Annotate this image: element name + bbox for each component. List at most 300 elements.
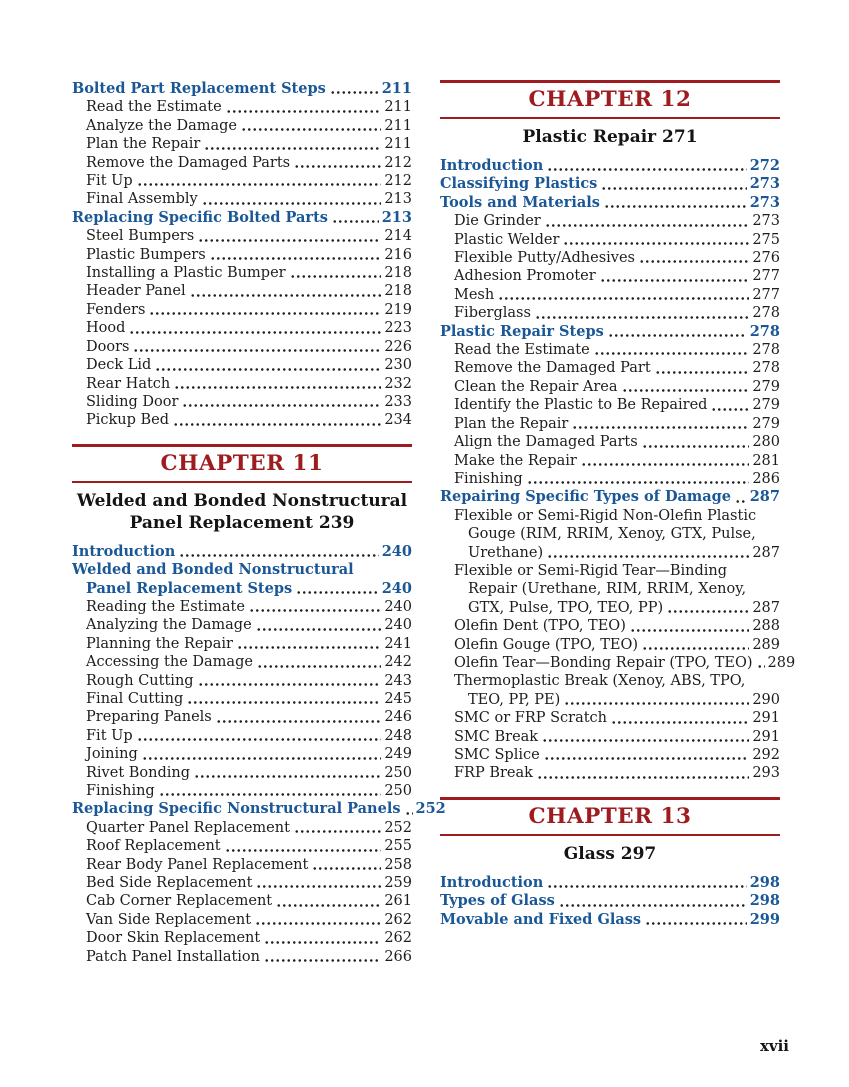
toc-entry-page: 278 (752, 360, 780, 377)
leader-dots (257, 653, 381, 671)
toc-entry-page: 232 (384, 375, 412, 392)
toc-entry-label: Preparing Panels (86, 709, 212, 726)
toc-entry-label: Classifying Plastics (440, 175, 598, 193)
toc-section-entry (440, 874, 780, 892)
toc-entry-page: 250 (384, 764, 412, 781)
toc-entry-page: 243 (384, 672, 412, 689)
toc-sub-entry (72, 319, 412, 337)
toc-sub-entry (72, 635, 412, 653)
toc-sub-entry (72, 135, 412, 153)
leader-dots (645, 911, 747, 929)
toc-sub-entry (440, 359, 780, 377)
toc-entry-label: Plan the Repair (454, 415, 569, 432)
toc-entry-label: Rough Cutting (86, 672, 194, 689)
leader-dots (129, 319, 381, 337)
toc-entry-label: Olefin Tear—Bonding Repair (TPO, TEO) (454, 654, 753, 671)
toc-entry-label: Flexible Putty/Adhesives (454, 250, 635, 267)
toc-entry-page: 291 (752, 728, 780, 745)
toc-entry-label: Deck Lid (86, 357, 152, 374)
toc-entry-page: 278 (752, 305, 780, 322)
leader-dots (256, 616, 382, 634)
toc-entry-page: 240 (384, 598, 412, 615)
toc-sub-entry (72, 375, 412, 393)
toc-entry-label: Final Cutting (86, 690, 184, 707)
leader-dots (159, 782, 382, 800)
toc-entry-page: 298 (749, 892, 780, 910)
toc-entry-label: Rear Hatch (86, 375, 171, 392)
toc-entry-page: 278 (749, 322, 780, 340)
chapter-title-line: Plastic Repair 271 (522, 127, 698, 147)
toc-entry-page: 213 (384, 191, 412, 208)
toc-sub-entry (440, 617, 780, 635)
toc-sub-entry (440, 507, 780, 525)
toc-entry-label: Adhesion Promoter (454, 268, 596, 285)
leader-dots (608, 323, 747, 341)
toc-entry-page: 261 (384, 893, 412, 910)
toc-entry-page: 277 (752, 286, 780, 303)
toc-entry-page: 250 (384, 783, 412, 799)
toc-entry-page: 216 (384, 246, 412, 263)
toc-sub-entry (72, 782, 412, 800)
leader-dots (611, 709, 749, 727)
toc-entry-page: 252 (415, 800, 446, 818)
toc-entry-label: Introduction (72, 542, 176, 560)
toc-entry-page: 298 (749, 873, 780, 891)
toc-entry-label: Repair (Urethane, RIM, RRIM, Xenoy, (468, 581, 747, 598)
toc-entry-label: Steel Bumpers (86, 228, 195, 245)
leader-dots (294, 154, 381, 172)
toc-entry-page: 293 (752, 765, 780, 782)
leader-dots (225, 837, 382, 855)
toc-entry-label: Olefin Dent (TPO, TEO) (454, 618, 626, 635)
toc-entry-label: Introduction (440, 157, 544, 174)
toc-sub-entry (440, 341, 780, 359)
leader-dots (642, 433, 750, 451)
toc-section-entry (72, 543, 412, 561)
chapter-title (440, 126, 780, 148)
leader-dots (545, 212, 750, 230)
toc-sub-entry (72, 282, 412, 300)
leader-dots (294, 819, 381, 837)
toc-entry-page: 262 (384, 911, 412, 928)
toc-entry-label: GTX, Pulse, TPO, TEO, PP) (468, 599, 664, 616)
toc-entry-label: Urethane) (468, 544, 544, 561)
toc-sub-entry (440, 599, 780, 617)
leader-dots (210, 246, 382, 264)
toc-sub-entry (440, 764, 780, 782)
toc-sub-entry (72, 874, 412, 892)
toc-entry-label: Thermoplastic Break (Xenoy, ABS, TPO, (454, 673, 746, 690)
toc-entry-label: Analyzing the Damage (86, 617, 252, 634)
leader-dots (204, 135, 381, 153)
toc-entry-label: Flexible or Semi-Rigid Tear—Binding (454, 562, 728, 579)
toc-sub-entry (72, 338, 412, 356)
toc-sub-entry (72, 745, 412, 763)
toc-entry-page: 276 (752, 250, 780, 267)
toc-sub-entry (72, 819, 412, 837)
toc-entry-page: 218 (384, 283, 412, 300)
toc-sub-entry (440, 433, 780, 451)
leader-dots (142, 745, 382, 763)
leader-dots (498, 286, 749, 304)
toc-entry-label: Door Skin Replacement (86, 930, 261, 947)
toc-entry-page: 218 (384, 265, 412, 282)
leader-dots (330, 80, 379, 98)
toc-entry-label: Installing a Plastic Bumper (86, 265, 286, 282)
toc-entry-label: Plan the Repair (86, 136, 201, 153)
toc-sub-entry (72, 246, 412, 264)
leader-dots (601, 175, 746, 193)
toc-entry-page: 212 (384, 173, 412, 190)
toc-sub-entry (72, 190, 412, 208)
toc-entry-page: 223 (384, 320, 412, 337)
leader-dots (198, 672, 382, 690)
leader-dots (174, 375, 381, 393)
toc-sub-entry (440, 709, 780, 727)
toc-entry-label: SMC or FRP Scratch (454, 710, 608, 727)
toc-entry-page: 213 (381, 208, 412, 226)
toc-entry-label: Pickup Bed (86, 412, 170, 429)
toc-sub-entry (440, 452, 780, 470)
toc-entry-label: Fit Up (86, 173, 133, 190)
leader-dots (547, 874, 746, 892)
toc-entry-page: 287 (752, 544, 780, 561)
leader-dots (264, 948, 381, 966)
toc-entry-page: 249 (384, 746, 412, 763)
leader-dots (547, 157, 746, 175)
toc-entry-page: 234 (384, 412, 412, 429)
toc-entry-page: 211 (384, 117, 412, 134)
leader-dots (190, 282, 382, 300)
chapter-rule-bottom (440, 117, 780, 119)
toc-entry-label: Sliding Door (86, 393, 179, 410)
toc-entry-page: 277 (752, 268, 780, 285)
leader-dots (155, 356, 381, 374)
toc-sub-entry (440, 562, 780, 580)
toc-sub-entry (72, 764, 412, 782)
toc-entry-page: 287 (749, 488, 780, 506)
toc-entry-page: 273 (749, 175, 780, 193)
toc-entry-page: 299 (749, 910, 780, 928)
toc-column-right (440, 80, 796, 966)
leader-dots (149, 301, 381, 319)
toc-section-entry (440, 194, 780, 212)
toc-entry-label: Welded and Bonded Nonstructural (72, 561, 354, 579)
toc-sub-entry (72, 672, 412, 690)
toc-entry-label: Bolted Part Replacement Steps (72, 80, 326, 97)
toc-entry-page: 290 (752, 691, 780, 708)
toc-section-entry (440, 157, 780, 175)
toc-entry-page: 252 (384, 819, 412, 836)
toc-section-entry (72, 561, 412, 579)
leader-dots (711, 396, 749, 414)
toc-sub-entry (440, 470, 780, 488)
toc-section-entry (440, 323, 780, 341)
toc-entry-label: Cab Corner Replacement (86, 893, 273, 910)
toc-entry-label: Olefin Gouge (TPO, TEO) (454, 636, 638, 653)
toc-sub-entry (440, 304, 780, 322)
toc-sub-entry (72, 911, 412, 929)
toc-entry-label: SMC Break (454, 728, 539, 745)
toc-entry-page: 214 (384, 228, 412, 245)
leader-dots (594, 341, 750, 359)
chapter-label: CHAPTER 11 (160, 450, 324, 476)
toc-sub-entry (72, 117, 412, 135)
toc-entry-label: Rivet Bonding (86, 764, 191, 781)
toc-entry-label: Gouge (RIM, RRIM, Xenoy, GTX, Pulse, (468, 526, 756, 543)
leader-dots (179, 543, 378, 561)
leader-dots (564, 691, 749, 709)
toc-entry-page: 291 (752, 710, 780, 727)
toc-entry-page: 273 (749, 193, 780, 211)
leader-dots (559, 892, 747, 910)
toc-entry-label: Rear Body Panel Replacement (86, 856, 309, 873)
toc-entry-label: Remove the Damaged Parts (86, 154, 291, 171)
toc-entry-page: 288 (752, 618, 780, 635)
toc-entry-label: Hood (86, 320, 126, 337)
toc-sub-entry (440, 231, 780, 249)
toc-entry-label: Read the Estimate (454, 342, 590, 359)
toc-entry-page: 275 (752, 231, 780, 248)
toc-entry-label: Align the Damaged Parts (454, 434, 638, 451)
toc-entry-label: Clean the Repair Area (454, 378, 618, 395)
leader-dots (296, 580, 379, 598)
toc-sub-entry (440, 672, 780, 690)
toc-entry-label: Make the Repair (454, 452, 577, 469)
toc-entry-label: Finishing (86, 783, 155, 799)
toc-sub-entry (72, 708, 412, 726)
toc-sub-entry (440, 396, 780, 414)
toc-entry-label: Die Grinder (454, 213, 541, 230)
toc-entry-label: Bed Side Replacement (86, 875, 253, 892)
leader-dots (667, 599, 749, 617)
toc-entry-label: Flexible or Semi-Rigid Non-Olefin Plastic (454, 507, 757, 524)
leader-dots (249, 598, 381, 616)
toc-entry-page: 278 (752, 342, 780, 359)
chapter-heading-block (440, 797, 780, 836)
leader-dots (604, 194, 747, 212)
leader-dots (542, 728, 749, 746)
toc-section-entry (440, 175, 780, 193)
toc-sub-entry (440, 636, 780, 654)
leader-dots (332, 209, 379, 227)
toc-entry-label: Remove the Damaged Part (454, 360, 651, 377)
leader-dots (216, 708, 382, 726)
toc-sub-entry (72, 690, 412, 708)
chapter-rule-bottom (440, 834, 780, 836)
leader-dots (202, 190, 382, 208)
leader-dots (256, 874, 381, 892)
toc-entry-label: Movable and Fixed Glass (440, 910, 642, 928)
chapter-label: CHAPTER 13 (528, 803, 692, 829)
toc-entry-page: 211 (384, 136, 412, 153)
leader-dots (600, 267, 750, 285)
leader-dots (630, 617, 749, 635)
leader-dots (655, 359, 750, 377)
toc-sub-entry (440, 286, 780, 304)
leader-dots (276, 892, 381, 910)
toc-entry-page: 226 (384, 338, 412, 355)
chapter-title-line: Welded and Bonded Nonstructural (76, 490, 408, 511)
toc-entry-page: 245 (384, 690, 412, 707)
toc-entry-page: 241 (384, 635, 412, 652)
toc-entry-page: 266 (384, 948, 412, 965)
leader-dots (757, 654, 765, 672)
toc-sub-entry (72, 393, 412, 411)
toc-entry-label: Plastic Repair Steps (440, 322, 604, 340)
toc-entry-page: 240 (381, 542, 412, 560)
toc-section-entry (440, 488, 780, 506)
leader-dots (405, 800, 413, 818)
toc-entry-page: 280 (752, 434, 780, 451)
toc-entry-label: Joining (86, 746, 138, 763)
toc-entry-label: Mesh (454, 286, 495, 303)
toc-entry-page: 240 (384, 617, 412, 634)
toc-entry-page: 219 (384, 301, 412, 318)
chapter-title (72, 490, 412, 534)
chapter-rule-bottom (72, 481, 412, 483)
toc-entry-page: 255 (384, 838, 412, 855)
leader-dots (639, 249, 749, 267)
toc-entry-label: Header Panel (86, 283, 186, 300)
toc-section-entry (72, 800, 446, 818)
toc-entry-label: Tools and Materials (440, 193, 600, 211)
leader-dots (264, 929, 381, 947)
toc-sub-entry (72, 616, 412, 634)
leader-dots (255, 911, 381, 929)
toc-section-entry (72, 209, 412, 227)
toc-entry-page: 248 (384, 727, 412, 744)
leader-dots (312, 856, 381, 874)
leader-dots (182, 393, 381, 411)
toc-sub-entry (440, 415, 780, 433)
toc-entry-label: SMC Splice (454, 747, 540, 763)
toc-sub-entry (72, 653, 412, 671)
toc-entry-page: 233 (384, 393, 412, 410)
toc-entry-label: Repairing Specific Types of Damage (440, 488, 732, 506)
toc-entry-page: 242 (384, 654, 412, 671)
toc-sub-entry (72, 172, 412, 190)
toc-entry-label: Quarter Panel Replacement (86, 819, 290, 836)
toc-entry-page: 211 (381, 80, 412, 97)
toc-entry-label: Replacing Specific Nonstructural Panels (72, 800, 401, 818)
toc-column-left (72, 80, 446, 966)
toc-entry-label: Final Assembly (86, 191, 198, 208)
leader-dots (581, 452, 749, 470)
toc-entry-label: Accessing the Damage (86, 654, 253, 671)
toc-entry-page: 281 (752, 452, 780, 469)
leader-dots (527, 470, 750, 488)
toc-entry-page: 287 (752, 599, 780, 616)
leader-dots (137, 172, 382, 190)
toc-sub-entry (72, 227, 412, 245)
toc-entry-page: 279 (752, 415, 780, 432)
toc-sub-entry (440, 212, 780, 230)
toc-entry-label: Reading the Estimate (86, 598, 245, 615)
chapter-label: CHAPTER 12 (528, 87, 692, 112)
toc-entry-page: 211 (384, 99, 412, 116)
toc-entry-label: Types of Glass (440, 892, 555, 910)
toc-sub-entry (440, 654, 796, 672)
toc-sub-entry (440, 525, 780, 543)
toc-entry-label: Van Side Replacement (86, 911, 252, 928)
toc-entry-label: Plastic Welder (454, 231, 560, 248)
toc-entry-label: Identify the Plastic to Be Repaired (454, 397, 708, 414)
toc-entry-label: Fenders (86, 301, 146, 318)
leader-dots (237, 635, 381, 653)
leader-dots (622, 378, 750, 396)
toc-entry-label: Read the Estimate (86, 99, 222, 116)
leader-dots (290, 264, 382, 282)
toc-sub-entry (440, 691, 780, 709)
page-number: xvii (759, 1037, 789, 1055)
leader-dots (735, 488, 747, 506)
toc-entry-label: Panel Replacement Steps (86, 579, 293, 597)
toc-entry-label: Finishing (454, 470, 523, 487)
chapter-heading-block (440, 80, 780, 119)
toc-entry-label: Patch Panel Installation (86, 948, 260, 965)
leader-dots (133, 338, 381, 356)
toc-entry-label: Introduction (440, 873, 544, 891)
toc-entry-page: 212 (384, 154, 412, 171)
toc-entry-label: Fit Up (86, 727, 133, 744)
toc-entry-page: 289 (752, 636, 780, 653)
leader-dots (241, 117, 381, 135)
toc-section-entry (440, 892, 780, 910)
toc-sub-entry (440, 378, 780, 396)
toc-entry-page: 258 (384, 856, 412, 873)
chapter-title-line: Panel Replacement 239 (129, 512, 355, 533)
toc-sub-entry (72, 948, 412, 966)
leader-dots (535, 304, 749, 322)
toc-sub-entry (72, 154, 412, 172)
toc-sub-entry (440, 267, 780, 285)
toc-sub-entry (72, 856, 412, 874)
toc-entry-label: Roof Replacement (86, 838, 221, 855)
toc-sub-entry (72, 264, 412, 282)
toc-sub-entry (72, 929, 412, 947)
toc-entry-page: 292 (752, 747, 780, 763)
chapter-heading-block (72, 444, 412, 483)
toc-entry-page: 240 (381, 579, 412, 597)
toc-sub-entry (440, 580, 780, 598)
leader-dots (563, 231, 749, 249)
toc-entry-page: 279 (752, 378, 780, 395)
toc-sub-entry (72, 356, 412, 374)
chapter-title (440, 843, 780, 865)
toc-entry-page: 259 (384, 875, 412, 892)
toc-entry-label: Planning the Repair (86, 635, 233, 652)
leader-dots (198, 227, 381, 245)
toc-sub-entry (440, 544, 780, 562)
toc-sub-entry (440, 746, 780, 764)
toc-sub-entry (72, 727, 412, 745)
toc-entry-label: Replacing Specific Bolted Parts (72, 208, 328, 226)
leader-dots (642, 636, 749, 654)
leader-dots (187, 690, 381, 708)
toc-section-entry (72, 580, 412, 598)
leader-dots (547, 544, 749, 562)
toc-sub-entry (72, 837, 412, 855)
toc-sub-entry (72, 301, 412, 319)
leader-dots (226, 98, 382, 116)
toc-entry-label: Plastic Bumpers (86, 246, 206, 263)
toc-entry-label: Analyze the Damage (86, 117, 237, 134)
toc-sub-entry (72, 98, 412, 116)
leader-dots (194, 764, 381, 782)
toc-sub-entry (440, 728, 780, 746)
leader-dots (544, 746, 750, 764)
